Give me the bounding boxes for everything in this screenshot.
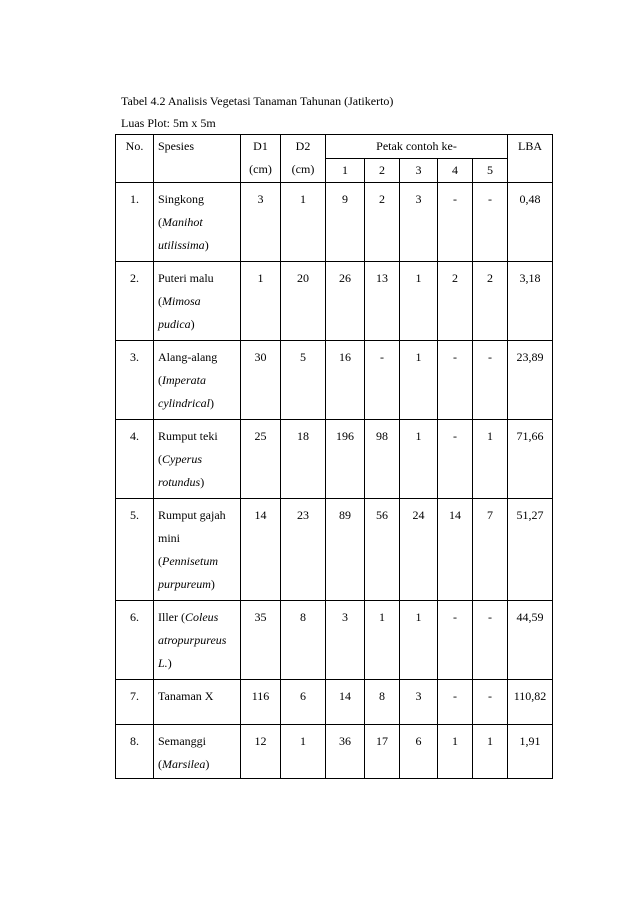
row-number: 7. (116, 680, 154, 725)
header-petak-4: 4 (438, 159, 473, 183)
row-number: 6. (116, 601, 154, 680)
table-row (116, 601, 553, 680)
petak-5-value: 2 (473, 262, 508, 341)
row-number: 1. (116, 183, 154, 262)
species-cell (154, 262, 241, 341)
table-row (116, 680, 553, 725)
species-common-name: Rumput teki (158, 429, 218, 443)
table-row (116, 262, 553, 341)
species-scientific-name: L.) (158, 656, 172, 670)
petak-3-value: 6 (400, 725, 438, 779)
species-scientific-name: (Pennisetum (158, 554, 218, 568)
petak-4-value: 1 (438, 725, 473, 779)
lba-value: 23,89 (508, 341, 553, 420)
petak-5-value: 1 (473, 420, 508, 499)
d2-value: 1 (281, 725, 326, 779)
species-scientific-name: rotundus) (158, 475, 205, 489)
header-lba: LBA (508, 135, 553, 183)
petak-2-value: 17 (365, 725, 400, 779)
d1-value: 3 (241, 183, 281, 262)
header-d2 (281, 135, 326, 183)
petak-2-value: 2 (365, 183, 400, 262)
row-number: 2. (116, 262, 154, 341)
lba-value: 44,59 (508, 601, 553, 680)
d2-value: 18 (281, 420, 326, 499)
header-petak-3: 3 (400, 159, 438, 183)
lba-value: 71,66 (508, 420, 553, 499)
d1-value: 25 (241, 420, 281, 499)
table-row (116, 499, 553, 601)
petak-4-value: - (438, 680, 473, 725)
header-petak-5: 5 (473, 159, 508, 183)
row-number: 8. (116, 725, 154, 779)
petak-1-value: 89 (326, 499, 365, 601)
petak-1-value: 16 (326, 341, 365, 420)
petak-5-value: 7 (473, 499, 508, 601)
header-petak-2: 2 (365, 159, 400, 183)
species-scientific-name: (Manihot (158, 215, 203, 229)
petak-3-value: 1 (400, 341, 438, 420)
petak-5-value: 1 (473, 725, 508, 779)
d1-value: 35 (241, 601, 281, 680)
petak-4-value: - (438, 420, 473, 499)
petak-1-value: 14 (326, 680, 365, 725)
d2-value: 23 (281, 499, 326, 601)
petak-1-value: 3 (326, 601, 365, 680)
petak-4-value: 2 (438, 262, 473, 341)
header-d2-label: D2 (295, 139, 311, 153)
d2-value: 20 (281, 262, 326, 341)
header-d1 (241, 135, 281, 183)
petak-4-value: - (438, 183, 473, 262)
header-petak-1: 1 (326, 159, 365, 183)
d1-value: 116 (241, 680, 281, 725)
petak-4-value: - (438, 601, 473, 680)
species-cell (154, 680, 241, 725)
d2-value: 1 (281, 183, 326, 262)
petak-1-value: 26 (326, 262, 365, 341)
header-no: No. (116, 135, 154, 183)
species-scientific-name: pudica) (158, 317, 195, 331)
species-common-name: Puteri malu (158, 271, 214, 285)
table-row (116, 183, 553, 262)
petak-2-value: 8 (365, 680, 400, 725)
species-scientific-name: (Imperata (158, 373, 206, 387)
species-cell (154, 725, 241, 779)
table-row (116, 420, 553, 499)
header-spesies: Spesies (154, 135, 241, 183)
species-common-name: Semanggi (158, 734, 206, 748)
species-scientific-name: mini (158, 531, 181, 545)
species-scientific-name: purpureum) (158, 577, 215, 591)
petak-4-value: - (438, 341, 473, 420)
lba-value: 0,48 (508, 183, 553, 262)
species-common-name: Tanaman X (158, 689, 214, 703)
petak-5-value: - (473, 341, 508, 420)
vegetation-table (115, 134, 553, 779)
lba-value: 3,18 (508, 262, 553, 341)
table-row (116, 725, 553, 779)
species-common-name: Alang-alang (158, 350, 218, 364)
d1-value: 14 (241, 499, 281, 601)
petak-3-value: 24 (400, 499, 438, 601)
species-cell (154, 420, 241, 499)
species-cell (154, 341, 241, 420)
header-d2-unit: (cm) (291, 162, 315, 176)
petak-4-value: 14 (438, 499, 473, 601)
species-cell (154, 499, 241, 601)
row-number: 3. (116, 341, 154, 420)
species-scientific-name: (Marsilea) (158, 757, 210, 771)
species-scientific-name: cylindrical) (158, 396, 214, 410)
species-scientific-name: (Cyperus (158, 452, 202, 466)
d1-value: 12 (241, 725, 281, 779)
row-number: 5. (116, 499, 154, 601)
petak-3-value: 3 (400, 183, 438, 262)
species-common-name: Iller (Coleus (158, 610, 219, 624)
petak-1-value: 9 (326, 183, 365, 262)
species-scientific-name: atropurpureus (158, 633, 227, 647)
petak-2-value: 56 (365, 499, 400, 601)
header-d1-label: D1 (253, 139, 268, 153)
species-scientific-name: utilissima) (158, 238, 209, 252)
table-row (116, 341, 553, 420)
d1-value: 30 (241, 341, 281, 420)
species-common-name: Singkong (158, 192, 205, 206)
lba-value: 110,82 (508, 680, 553, 725)
d2-value: 6 (281, 680, 326, 725)
lba-value: 51,27 (508, 499, 553, 601)
header-d1-unit: (cm) (249, 162, 272, 176)
petak-5-value: - (473, 183, 508, 262)
petak-5-value: - (473, 680, 508, 725)
petak-2-value: - (365, 341, 400, 420)
species-scientific-name: (Mimosa (158, 294, 201, 308)
table-caption: Tabel 4.2 Analisis Vegetasi Tanaman Tahunan (Jatikerto) (121, 94, 394, 108)
petak-2-value: 98 (365, 420, 400, 499)
petak-3-value: 1 (400, 601, 438, 680)
petak-1-value: 196 (326, 420, 365, 499)
d2-value: 5 (281, 341, 326, 420)
species-cell (154, 183, 241, 262)
species-cell (154, 601, 241, 680)
petak-3-value: 1 (400, 262, 438, 341)
petak-2-value: 1 (365, 601, 400, 680)
petak-1-value: 36 (326, 725, 365, 779)
petak-5-value: - (473, 601, 508, 680)
d2-value: 8 (281, 601, 326, 680)
petak-3-value: 3 (400, 680, 438, 725)
plot-size-label: Luas Plot: 5m x 5m (121, 116, 216, 130)
row-number: 4. (116, 420, 154, 499)
d1-value: 1 (241, 262, 281, 341)
lba-value: 1,91 (508, 725, 553, 779)
species-common-name: Rumput gajah (158, 508, 226, 522)
petak-2-value: 13 (365, 262, 400, 341)
petak-3-value: 1 (400, 420, 438, 499)
header-petak: Petak contoh ke- (326, 135, 508, 159)
